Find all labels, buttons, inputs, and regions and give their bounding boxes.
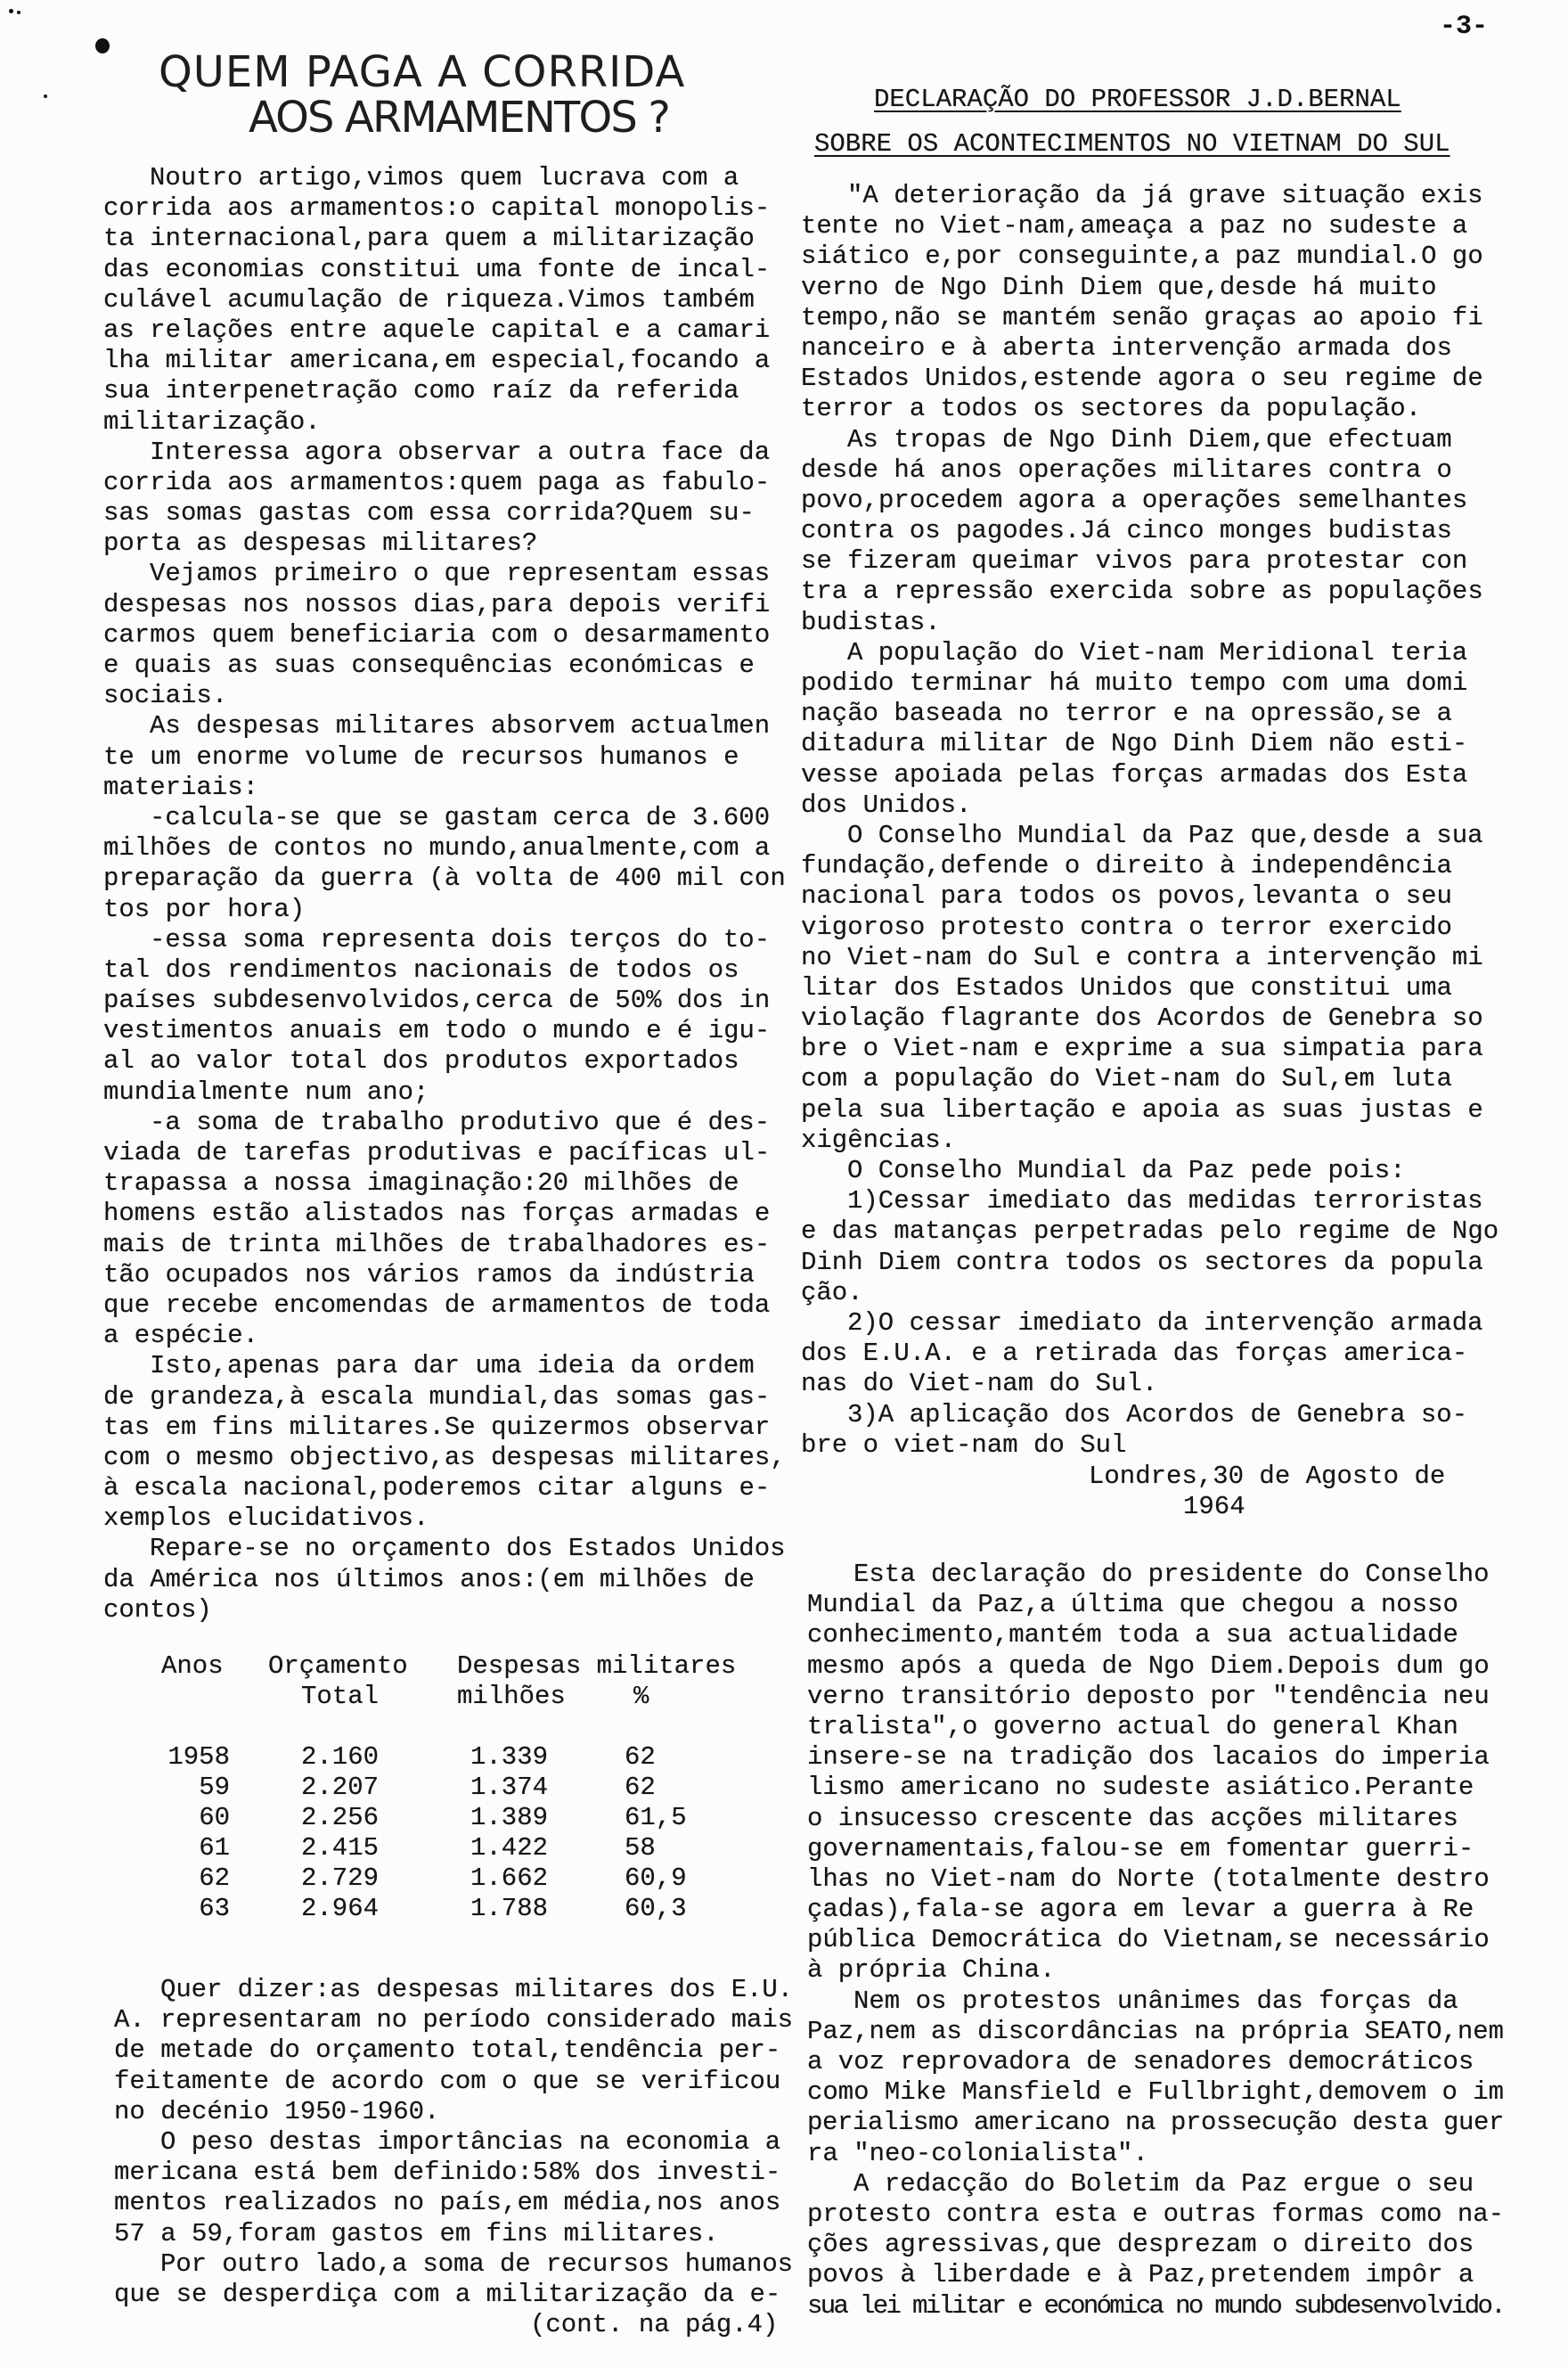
text-line: e das matanças perpetradas pelo regime de Ngo <box>801 1216 1499 1247</box>
text-line: no Viet-nam do Sul e contra a intervenção mi <box>801 942 1483 972</box>
text-line: militarização. <box>103 406 321 437</box>
text-line: trapassa a nossa imaginação:20 milhões de <box>103 1168 739 1199</box>
paragraph-first-line: Esta declaração do presidente do Conselho <box>853 1560 1490 1589</box>
text-line: Estados Unidos,estende agora o seu regime de <box>801 364 1483 394</box>
paragraph-first-line: Repare-se no orçamento dos Estados Unidos <box>150 1534 786 1564</box>
paragraph-first-line: A população do Viet-nam Meridional teria <box>847 637 1468 668</box>
text-line: mais de trinta milhões de trabalhadores es- <box>103 1229 771 1259</box>
text-line: as relações entre aquele capital e a camari <box>103 315 771 345</box>
text-line: al ao valor total dos produtos exportados <box>103 1046 739 1077</box>
paragraph-first-line: Isto,apenas para dar uma ideia da ordem <box>150 1351 755 1381</box>
table-cell-year: 1958 <box>167 1742 230 1772</box>
text-line: violação flagrante dos Acordos de Genebra so <box>801 1003 1483 1034</box>
paragraph-first-line: Noutro artigo,vimos quem lucrava com a <box>150 163 739 192</box>
text-line: lismo americano no sudeste asiático.Perante <box>807 1773 1474 1803</box>
text-line: mundialmente num ano; <box>103 1077 429 1107</box>
text-line: com o mesmo objectivo,as despesas militares, <box>103 1442 786 1472</box>
text-line: tos por hora) <box>103 894 306 924</box>
text-line: pública Democrática do Vietnam,se necessário <box>807 1925 1490 1955</box>
table-cell-year: 61 <box>199 1833 230 1863</box>
signature-year: 1964 <box>1183 1492 1245 1521</box>
ink-speck <box>17 11 20 14</box>
text-line: a espécie. <box>103 1321 259 1351</box>
text-line: nanceiro e à aberta intervenção armada dos <box>801 332 1452 363</box>
text-line: dos Unidos. <box>801 790 972 820</box>
text-line: como Mike Mansfield e Fullbright,demovem o im <box>807 2077 1504 2108</box>
text-line: Dinh Diem contra todos os sectores da popula <box>801 1247 1483 1277</box>
table-cell-year: 59 <box>199 1773 230 1802</box>
text-line: corrida aos armamentos:o capital monopolis- <box>103 193 771 224</box>
table-cell-percent: 60,9 <box>625 1863 687 1893</box>
text-line: vigoroso protesto contra o terror exercido <box>801 912 1452 942</box>
text-line: nação baseada no terror e na opressão,se a <box>801 699 1452 729</box>
text-line: se fizeram queimar vivos para protestar con <box>801 546 1468 577</box>
paragraph-first-line: O Conselho Mundial da Paz pede pois: <box>847 1156 1406 1185</box>
declaration-title: DECLARAÇÃO DO PROFESSOR J.D.BERNAL <box>874 85 1401 114</box>
declaration-subtitle: SOBRE OS ACONTECIMENTOS NO VIETNAM DO SUL <box>814 129 1450 159</box>
text-line: nacional para todos os povos,levanta o seu <box>801 881 1452 912</box>
declaration-body <box>801 181 1504 1461</box>
text-line: à própria China. <box>807 1955 1056 1986</box>
text-line: te um enorme volume de recursos humanos e <box>103 741 739 772</box>
article-title-line: AOS ARMAMENTOS ? <box>249 93 669 143</box>
text-line: Mundial da Paz,a última que chegou a nosso <box>807 1590 1458 1620</box>
text-line: tente no Viet-nam,ameaça a paz no sudeste a <box>801 211 1468 242</box>
text-line: homens estão alistados nas forças armadas e <box>103 1199 771 1229</box>
text-line: tra a repressão exercida sobre as populações <box>801 577 1483 607</box>
text-line: sociais. <box>103 681 228 711</box>
paragraph-first-line: O Conselho Mundial da Paz que,desde a sua <box>847 820 1483 850</box>
text-line: corrida aos armamentos:quem paga as fabulo- <box>103 467 771 497</box>
paragraph-first-line: -calcula-se que se gastam cerca de 3.600 <box>150 802 771 832</box>
text-line: tão ocupados nos vários ramos da indústria <box>103 1259 755 1290</box>
text-line: tempo,não se mantém senão graças ao apoio fi <box>801 302 1483 332</box>
table-subheader-row <box>0 1682 802 1712</box>
continuation-note: (cont. na pág.4) <box>530 2310 779 2339</box>
paragraph-first-line: "A deterioração da já grave situação exis <box>847 181 1483 210</box>
text-line: milhões de contos no mundo,anualmente,com a <box>103 833 771 864</box>
table-row <box>0 1894 802 1924</box>
text-line: pela sua libertação e apoia as suas justas e <box>801 1094 1483 1125</box>
text-line: conhecimento,mantém toda a sua actualidade <box>807 1620 1458 1650</box>
text-line: mentos realizados no país,em média,nos anos <box>114 2188 781 2218</box>
paragraph-first-line: A redacção do Boletim da Paz ergue o seu <box>853 2168 1474 2199</box>
table-cell-military: 1.788 <box>470 1894 549 1923</box>
text-line: ra "neo-colonialista". <box>807 2138 1148 2168</box>
table-cell-percent: 62 <box>625 1773 656 1802</box>
text-line: çadas),fala-se agora em levar a guerra à Re <box>807 1895 1474 1925</box>
table-cell-percent: 62 <box>625 1742 656 1772</box>
paragraph-first-line: As despesas militares absorvem actualmen <box>150 711 771 741</box>
text-line: perialismo americano na prossecução desta guer <box>807 2108 1504 2138</box>
text-line: de metade do orçamento total,tendência per- <box>114 2035 781 2066</box>
table-cell-year: 62 <box>199 1863 230 1893</box>
table-row <box>0 1863 802 1894</box>
ink-speck <box>44 94 47 98</box>
text-line: ditadura militar de Ngo Dinh Diem não esti- <box>801 729 1468 759</box>
table-cell-total: 2.207 <box>301 1773 380 1802</box>
text-line: à escala nacional,poderemos citar alguns e- <box>103 1473 771 1503</box>
signature-place-date: Londres,30 de Agosto de <box>1089 1462 1446 1491</box>
text-line: siático e,por conseguinte,a paz mundial.O go <box>801 242 1483 272</box>
table-row <box>0 1742 802 1773</box>
table-subheader-millions: milhões <box>457 1682 566 1711</box>
text-line: e quais as suas consequências económicas e <box>103 651 755 680</box>
table-header-military: Despesas militares <box>457 1651 737 1681</box>
text-line: vestimentos anuais em todo o mundo e é igu- <box>103 1016 771 1046</box>
text-line: bre o Viet-nam e exprime a sua simpatia para <box>801 1034 1483 1064</box>
text-line: com a população do Viet-nam do Sul,em luta <box>801 1064 1452 1094</box>
paragraph-first-line: Quer dizer:as despesas militares dos E.U. <box>160 1975 793 2004</box>
paragraph-first-line: Nem os protestos unânimes das forças da <box>853 1986 1458 2016</box>
table-cell-military: 1.422 <box>470 1833 549 1863</box>
table-cell-military: 1.662 <box>470 1863 549 1893</box>
text-line: terror a todos os sectores da população. <box>801 394 1422 424</box>
text-line: insere-se na tradição dos lacaios do imperia <box>807 1742 1490 1773</box>
text-line: mesmo após a queda de Ngo Diem.Depois dum go <box>807 1650 1490 1681</box>
text-line: das economias constitui uma fonte de incal- <box>103 254 771 284</box>
text-line: carmos quem beneficiaria com o desarmamento <box>103 619 771 650</box>
text-line: budistas. <box>801 607 941 637</box>
text-line: da América nos últimos anos:(em milhões de <box>103 1564 755 1594</box>
table-cell-total: 2.729 <box>301 1863 380 1893</box>
text-line: sas somas gastas com essa corrida?Quem su- <box>103 498 755 528</box>
text-line: a voz reprovadora de senadores democráticos <box>807 2047 1474 2076</box>
text-line: podido terminar há muito tempo com uma domi <box>801 668 1468 698</box>
text-line: o insucesso crescente das acções militares <box>807 1803 1458 1833</box>
text-line: povo,procedem agora a operações semelhantes <box>801 485 1468 515</box>
table-cell-total: 2.964 <box>301 1894 380 1923</box>
table-cell-year: 63 <box>199 1894 230 1923</box>
text-line: governamentais,falou-se em fomentar guerri- <box>807 1833 1474 1863</box>
paragraph-first-line: Por outro lado,a soma de recursos humanos <box>160 2248 793 2279</box>
table-header-row <box>0 1651 802 1682</box>
text-line: feitamente de acordo com o que se verificou <box>114 2066 781 2096</box>
paragraph-first-line: 1)Cessar imediato das medidas terroristas <box>847 1186 1483 1216</box>
table-cell-percent: 58 <box>625 1833 656 1863</box>
ink-speck <box>9 9 13 13</box>
paragraph-first-line: 2)O cessar imediato da intervenção armada <box>847 1307 1483 1338</box>
text-line: ta internacional,para quem a militarização <box>103 224 755 254</box>
text-line: dos E.U.A. e a retirada das forças america- <box>801 1339 1468 1369</box>
table-cell-year: 60 <box>199 1803 230 1832</box>
paragraph-first-line: Interessa agora observar a outra face da <box>150 437 771 467</box>
text-line: povos à liberdade e à Paz,pretendem impôr a <box>807 2260 1474 2290</box>
paragraph-first-line: -a soma de trabalho produtivo que é des- <box>150 1107 771 1137</box>
text-line: que recebe encomendas de armamentos de toda <box>103 1290 771 1320</box>
military-budget-table <box>0 1651 802 1928</box>
text-line: viada de tarefas produtivas e pacíficas ul- <box>103 1138 771 1167</box>
table-header-year: Anos <box>161 1651 224 1681</box>
editorial-commentary <box>807 1560 1504 2322</box>
text-line: nas do Viet-nam do Sul. <box>801 1369 1158 1399</box>
paragraph-first-line: O peso destas importâncias na economia a <box>160 2126 781 2157</box>
text-line: xemplos elucidativos. <box>103 1503 429 1534</box>
table-header-budget: Orçamento <box>268 1651 408 1681</box>
article-title-line: QUEM PAGA A CORRIDA <box>159 47 686 97</box>
table-cell-total: 2.160 <box>301 1742 380 1772</box>
ink-blot <box>95 38 110 53</box>
table-cell-military: 1.374 <box>470 1773 549 1802</box>
table-cell-military: 1.339 <box>470 1742 549 1772</box>
text-line: verno transitório deposto por "tendência neu <box>807 1681 1490 1711</box>
table-row <box>0 1773 802 1803</box>
paragraph-first-line: 3)A aplicação dos Acordos de Genebra so- <box>847 1399 1468 1429</box>
page-number: -3- <box>1440 12 1489 42</box>
text-line: contos) <box>103 1594 212 1625</box>
text-line: materiais: <box>103 772 259 802</box>
text-line: tralista",o governo actual do general Khan <box>807 1711 1458 1741</box>
paragraph-first-line: Vejamos primeiro o que representam essas <box>150 559 771 589</box>
text-line: preparação da guerra (à volta de 400 mil con <box>103 864 786 894</box>
text-line: que se desperdiça com a militarização da e- <box>114 2279 781 2309</box>
text-line: xigências. <box>801 1125 957 1155</box>
text-line: ção. <box>801 1277 863 1307</box>
text-line: de grandeza,à escala mundial,das somas gas- <box>103 1381 771 1412</box>
text-line: sua lei militar e económica no mundo subdesenvolvido. <box>807 2290 1504 2321</box>
text-line: bre o viet-nam do Sul <box>801 1429 1127 1460</box>
text-line: porta as despesas militares? <box>103 528 538 559</box>
table-subheader-total: Total <box>301 1682 380 1711</box>
table-cell-total: 2.256 <box>301 1803 380 1832</box>
text-line: mericana está bem definido:58% dos investi- <box>114 2158 781 2188</box>
left-article-body-continued <box>114 1975 793 2310</box>
text-line: verno de Ngo Dinh Diem que,desde há muito <box>801 272 1437 302</box>
paragraph-first-line: As tropas de Ngo Dinh Diem,que efectuam <box>847 424 1452 455</box>
text-line: fundação,defende o direito à independência <box>801 851 1452 881</box>
text-line: Paz,nem as discordâncias na própria SEATO,nem <box>807 2016 1504 2046</box>
paragraph-first-line: -essa soma representa dois terços do to- <box>150 924 771 954</box>
table-cell-total: 2.415 <box>301 1833 380 1863</box>
table-subheader-percent: % <box>633 1682 649 1711</box>
text-line: vesse apoiada pelas forças armadas dos Esta <box>801 759 1468 790</box>
left-article-body <box>103 163 791 1626</box>
text-line: tas em fins militares.Se quizermos observar <box>103 1412 771 1442</box>
table-row <box>0 1803 802 1833</box>
text-line: países subdesenvolvidos,cerca de 50% dos in <box>103 986 771 1016</box>
text-line: lha militar americana,em especial,focando a <box>103 346 771 376</box>
text-line: litar dos Estados Unidos que constitui uma <box>801 972 1452 1003</box>
text-line: culável acumulação de riqueza.Vimos também <box>103 284 755 315</box>
text-line: contra os pagodes.Já cinco monges budistas <box>801 516 1452 546</box>
text-line: ções agressivas,que desprezam o direito dos <box>807 2230 1474 2260</box>
text-line: despesas nos nossos dias,para depois verifi <box>103 589 771 619</box>
text-line: 57 a 59,foram gastos em fins militares. <box>114 2218 719 2248</box>
table-row <box>0 1833 802 1863</box>
table-cell-percent: 61,5 <box>625 1803 687 1832</box>
text-line: protesto contra esta e outras formas como na- <box>807 2199 1504 2229</box>
table-cell-military: 1.389 <box>470 1803 549 1832</box>
text-line: tal dos rendimentos nacionais de todos os <box>103 954 739 985</box>
text-line: A. representaram no período considerado mais <box>114 2005 793 2035</box>
text-line: desde há anos operações militares contra o <box>801 455 1452 485</box>
text-line: lhas no Viet-nam do Norte (totalmente destro <box>807 1863 1490 1894</box>
text-line: sua interpenetração como raíz da referida <box>103 376 739 406</box>
text-line: no decénio 1950-1960. <box>114 2096 440 2126</box>
table-cell-percent: 60,3 <box>625 1894 687 1923</box>
